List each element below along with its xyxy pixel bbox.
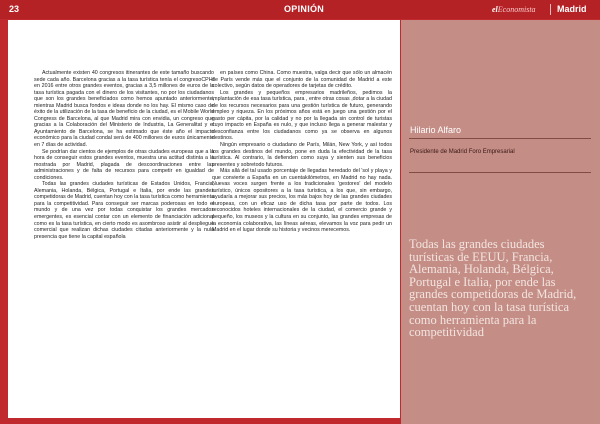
paragraph: Más allá del tal usado porcentaje de llegadas heredado del 'sol y playa y que convierte a España en un cuentakilómetros, en Madrid no hay nada. Nuevas voces surgen frente a los tradicionales 'gestores' del modelo turístico, únicos opositores a la tasa turística, a los que, sin embargo, ayudaría a mejorar sus precios, los más bajos hoy de las grandes ciudades europeas, con un eficaz uso de dicha tasa por parte de todos. Los reconocidos hoteles internacionales de la ciudad, el comercio grande y pequeño, los museos y la cultura en su conjunto, las grandes empresas de la economía colaborativa, las líneas aéreas, elevamos la voz para pedir un Madrid en el lugar donde su historia y vecinos merecemos.	[212, 168, 392, 234]
section-label: OPINIÓN	[284, 4, 325, 14]
article-page	[8, 20, 400, 418]
newspaper-logo	[492, 4, 536, 16]
article-column-1	[34, 70, 214, 240]
paragraph: Todas las grandes ciudades turísticas de Estados Unidos, Francia, Alemania, Holanda, Bélgica, Portugal e Italia, por ende las grandes competidoras de Madrid, cuentan hoy con la tasa turística como herramienta para la competitividad. Para conseguir ser marcas poderosas en todo el mundo y de una vez por todas conquistar los grandes mercados emergentes, es esencial contar con un elemento de financiación adicional como es la tasa turística, en cierto modo es asombroso asistir al despliegue comercial que realizan dichas ciudades citadas anteriormente y la nula presencia que tiene la capital española	[34, 181, 214, 240]
author-name: Hilario Alfaro	[410, 125, 462, 135]
header-divider	[550, 4, 551, 15]
author-top-rule	[409, 138, 591, 139]
author-role: Presidente de Madrid Foro Empresarial	[410, 149, 515, 155]
logo-part2: Economista	[497, 5, 536, 14]
paragraph: en países como China. Como muestra, valga decir que sólo un almacén de París vende más que el conjunto de la comunidad de Madrid a este colectivo, según datos de operadores de tarjetas de crédito.	[212, 70, 392, 90]
article-column-2	[212, 70, 392, 234]
paragraph: Ningún empresario o ciudadano de París, Milán, New York, y así todos los grandes destinos del mundo, pone en duda la efectividad de la tasa turística. Al contrario, la defienden como suya y sienten sus beneficios presentes y sobretodo futuros.	[212, 142, 392, 168]
author-bottom-rule	[409, 172, 591, 173]
city-label: Madrid	[557, 4, 587, 14]
page-number: 23	[9, 4, 20, 14]
paragraph: Los grandes y pequeños empresarios madrileños, pedimos la implantación de esa tasa turística, para , entre otras cosas ,dotar a la ciudad de los recursos necesarios para una gestión turística de futuro, generando empleo y riqueza. En los próximos años está en juego una gestión por el gasto per cápita, por la calidad y no por la llegada sin control de turistas cuyo impacto en España es nulo, y que incluso llega a generar malestar y desconfianza entre los ciudadanos como ya se observa en algunos destinos.	[212, 89, 392, 142]
logo-part1: el	[492, 5, 498, 14]
paragraph: Actualmente existen 40 congresos itinerantes de este tamaño buscando sede cada año. Barcelona gracias a la tasa turística tenía el congresoCPHI en 2016 entre otros grandes eventos, gracias a 3,5 millones de euros de la tasa turística pagada con el dinero de los visitantes, no por los ciudadanos que son los grandes beneficiados como hemos apuntado anteriormente, mientras Madrid busca fondos e ideas donde no los hay. El mismo caso de éxito de la utilización de la tasa de beneficio de la ciudad, es el Mobile World Congress de Barcelona, al que Madrid mira con envidia, un congreso que gracias a la Colaboración del Ministerio de Industria, La Generalitat y el Ayuntamiento de Barcelona, se ha estimado que éste año el impacto económico para la ciudad condal será de 400 millones de euros únicamente en 7 días de actividad.	[34, 70, 214, 149]
pull-quote: Todas las grandes ciudades turísticas de EEUU, Francia, Alemania, Holanda, Bélgica, Portugal e Italia, por ende las grandes competidoras de Madrid, cuentan hoy con la tasa turística como herramienta para la competitividad	[409, 237, 577, 340]
author-sidebar	[401, 20, 600, 424]
paragraph: Se podrían dar cientos de ejemplos de otras ciudades europeas que a la hora de conseguir estos grandes eventos, muestra una actitud distinta a la mostrada por Madrid, plagada de descoordinaciones entre las administraciones y de falta de recursos para competir en igualdad de condiciones.	[34, 148, 214, 181]
